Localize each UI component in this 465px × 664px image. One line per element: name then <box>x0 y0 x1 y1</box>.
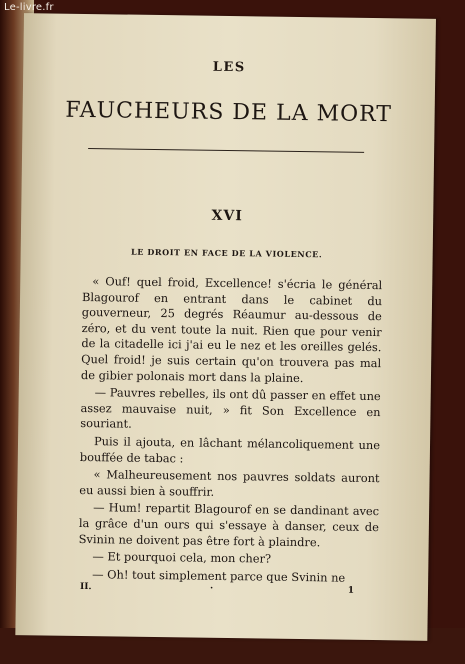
title-rule <box>88 148 364 153</box>
paragraph: « Malheureusement nos pauvres soldats auront eu aussi bien à souffrir. <box>79 467 380 499</box>
page-title: FAUCHEURS DE LA MORT <box>65 97 393 128</box>
paragraph: — Oh! tout simplement parce que Svinin ne <box>92 566 346 585</box>
paragraph: Puis il ajouta, en lâchant mélancoliquement une bouffée de tabac : <box>79 434 381 465</box>
book-page <box>15 13 436 641</box>
paragraph: — Pauvres rebelles, ils ont dû passer en effet une assez mauvaise nuit, » fit Son Excellence en souriant. <box>80 385 381 432</box>
paragraph: — Hum! repartit Blagourof en se dandinant avec la grâce d'un ours qui s'essaye à danser, ceux de Svinin ne doivent pas être fort à plaindre. <box>78 500 380 549</box>
body-text <box>78 274 382 588</box>
series-heading: LES <box>212 59 246 76</box>
footer-dot: · <box>209 583 214 594</box>
chapter-number: XVI <box>211 207 243 225</box>
page-number: 1 <box>347 585 355 596</box>
paragraph: — Et pourquoi cela, mon cher? <box>92 549 272 566</box>
paragraph: « Ouf! quel froid, Excellence! s'écria le général Blagourof en entrant dans le cabinet du gouverneur, 25 degrés Réaumur au-dessous de zéro, et du vent toute la nuit. Rien que pour venir de la citadelle ici j'ai eu le nez et les oreilles gelés. Quel froid! je suis certain qu'on trouvera pas mal de gibier polonais mort dans la plaine. <box>80 274 383 385</box>
watermark: Le-livre.fr <box>4 2 54 13</box>
chapter-subtitle: LE DROIT EN FACE DE LA VIOLENCE. <box>131 246 323 260</box>
signature-mark: II. <box>79 581 92 593</box>
